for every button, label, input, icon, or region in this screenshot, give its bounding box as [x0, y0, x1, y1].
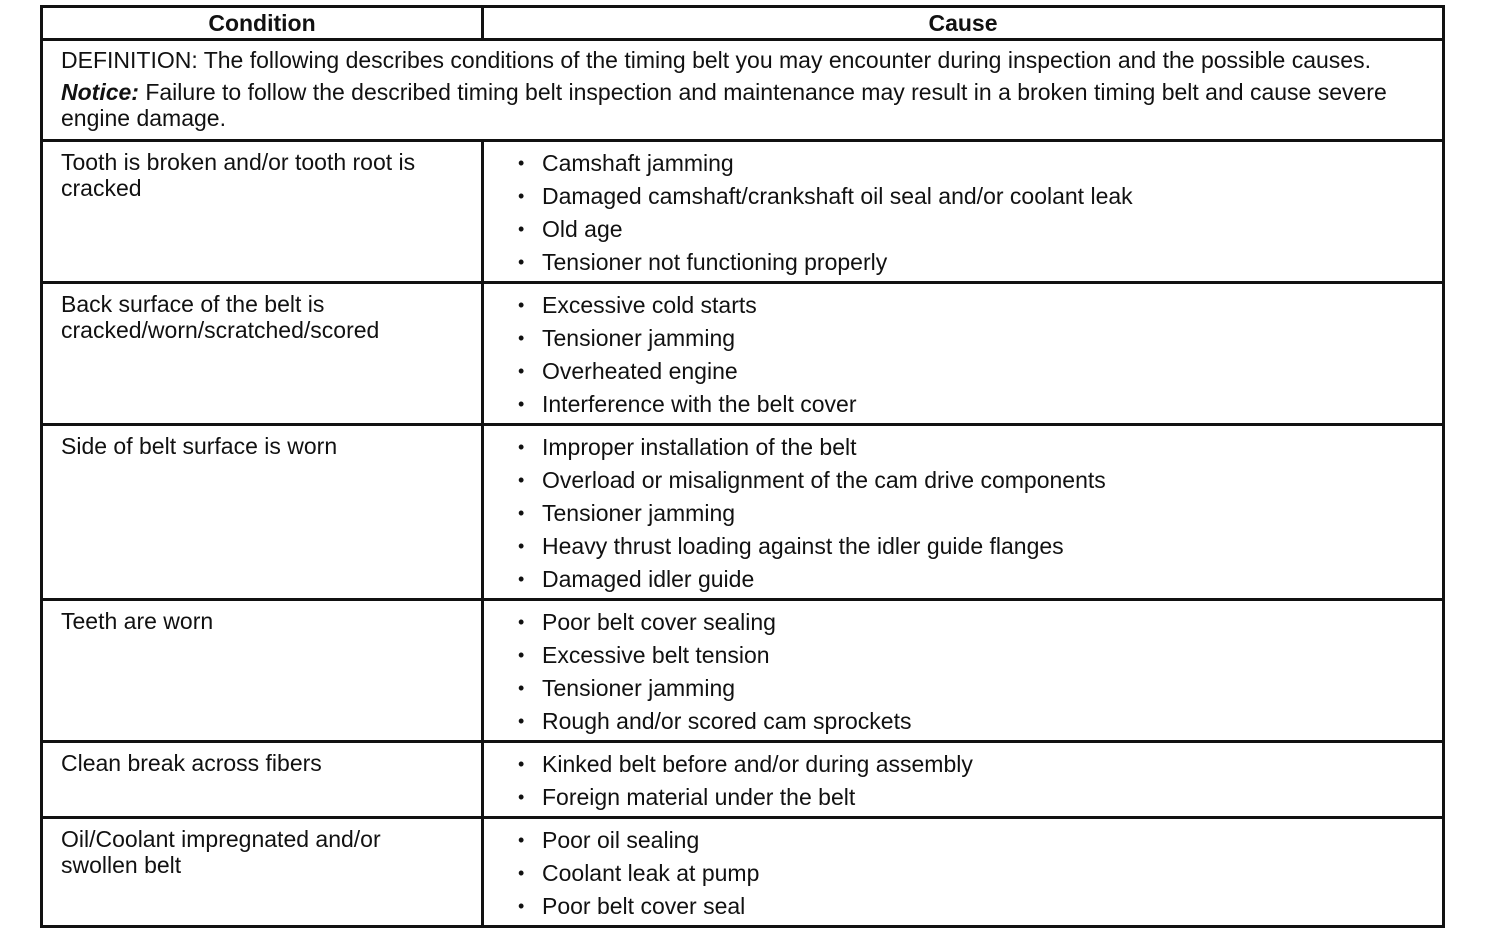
condition-cell: Tooth is broken and/or tooth root is cracked: [42, 141, 483, 283]
bullet-icon: •: [518, 328, 525, 348]
cause-text: Rough and/or scored cam sprockets: [542, 708, 912, 734]
bullet-icon: •: [518, 711, 525, 731]
cause-text: Improper installation of the belt: [542, 434, 857, 460]
list-item: [518, 497, 1432, 530]
cause-list: [518, 748, 1432, 814]
notice-label: Notice:: [61, 79, 139, 105]
cause-cell: [483, 818, 1444, 927]
definition-row: [42, 40, 1444, 141]
bullet-icon: •: [518, 219, 525, 239]
bullet-icon: •: [518, 437, 525, 457]
bullet-icon: •: [518, 186, 525, 206]
bullet-icon: •: [518, 295, 525, 315]
cause-text: Interference with the belt cover: [542, 391, 857, 417]
table-row: [42, 818, 1444, 927]
cause-text: Camshaft jamming: [542, 150, 734, 176]
cause-text: Kinked belt before and/or during assembly: [542, 751, 973, 777]
list-item: [518, 672, 1432, 705]
cause-text: Tensioner jamming: [542, 325, 736, 351]
notice-paragraph: [61, 79, 1424, 131]
cause-cell: [483, 141, 1444, 283]
cause-cell: [483, 425, 1444, 600]
list-item: [518, 705, 1432, 738]
definition-text: DEFINITION: The following describes conditions of the timing belt you may encounter during inspection and the possible causes.: [61, 47, 1371, 73]
bullet-icon: •: [518, 896, 525, 916]
cause-list: [518, 147, 1432, 279]
bullet-icon: •: [518, 569, 525, 589]
condition-cause-table: [40, 5, 1445, 928]
cause-list: [518, 431, 1432, 596]
condition-cell: Oil/Coolant impregnated and/or swollen belt: [42, 818, 483, 927]
cause-text: Damaged idler guide: [542, 566, 755, 592]
condition-cell: Side of belt surface is worn: [42, 425, 483, 600]
cause-text: Coolant leak at pump: [542, 860, 760, 886]
list-item: [518, 781, 1432, 814]
list-item: [518, 530, 1432, 563]
cause-text: Tensioner jamming: [542, 500, 736, 526]
table-header-row: [42, 7, 1444, 40]
list-item: [518, 180, 1432, 213]
bullet-icon: •: [518, 503, 525, 523]
condition-cell: Clean break across fibers: [42, 742, 483, 818]
bullet-icon: •: [518, 536, 525, 556]
list-item: [518, 246, 1432, 279]
table-row: [42, 141, 1444, 283]
notice-text: Failure to follow the described timing belt inspection and maintenance may result in a broken timing belt and cause severe engine damage.: [61, 79, 1387, 131]
list-item: [518, 355, 1432, 388]
list-item: [518, 857, 1432, 890]
list-item: [518, 563, 1432, 596]
definition-cell: [42, 40, 1444, 141]
cause-text: Old age: [542, 216, 623, 242]
cause-text: Foreign material under the belt: [542, 784, 856, 810]
bullet-icon: •: [518, 787, 525, 807]
list-item: [518, 464, 1432, 497]
cause-text: Tensioner not functioning properly: [542, 249, 888, 275]
list-item: [518, 147, 1432, 180]
cause-list: [518, 289, 1432, 421]
condition-cell: Back surface of the belt is cracked/worn/scratched/scored: [42, 283, 483, 425]
cause-text: Excessive cold starts: [542, 292, 757, 318]
list-item: [518, 748, 1432, 781]
cause-list: [518, 824, 1432, 923]
cause-text: Tensioner jamming: [542, 675, 736, 701]
cause-cell: [483, 600, 1444, 742]
troubleshooting-document: [40, 5, 1442, 928]
table-row: [42, 425, 1444, 600]
list-item: [518, 606, 1432, 639]
cause-cell: [483, 742, 1444, 818]
condition-cell: Teeth are worn: [42, 600, 483, 742]
bullet-icon: •: [518, 361, 525, 381]
bullet-icon: •: [518, 470, 525, 490]
bullet-icon: •: [518, 678, 525, 698]
cause-text: Poor belt cover sealing: [542, 609, 776, 635]
bullet-icon: •: [518, 394, 525, 414]
list-item: [518, 824, 1432, 857]
list-item: [518, 639, 1432, 672]
list-item: [518, 890, 1432, 923]
condition-column-header: Condition: [42, 7, 483, 40]
table-row: [42, 283, 1444, 425]
list-item: [518, 213, 1432, 246]
table-row: [42, 600, 1444, 742]
bullet-icon: •: [518, 830, 525, 850]
cause-cell: [483, 283, 1444, 425]
cause-text: Damaged camshaft/crankshaft oil seal and/or coolant leak: [542, 183, 1133, 209]
cause-text: Poor oil sealing: [542, 827, 700, 853]
cause-text: Heavy thrust loading against the idler guide flanges: [542, 533, 1064, 559]
cause-text: Overload or misalignment of the cam drive components: [542, 467, 1106, 493]
list-item: [518, 289, 1432, 322]
bullet-icon: •: [518, 754, 525, 774]
cause-text: Overheated engine: [542, 358, 738, 384]
list-item: [518, 322, 1432, 355]
cause-list: [518, 606, 1432, 738]
cause-text: Excessive belt tension: [542, 642, 770, 668]
cause-column-header: Cause: [483, 7, 1444, 40]
table-row: [42, 742, 1444, 818]
bullet-icon: •: [518, 612, 525, 632]
cause-text: Poor belt cover seal: [542, 893, 746, 919]
bullet-icon: •: [518, 252, 525, 272]
list-item: [518, 431, 1432, 464]
bullet-icon: •: [518, 863, 525, 883]
bullet-icon: •: [518, 645, 525, 665]
list-item: [518, 388, 1432, 421]
bullet-icon: •: [518, 153, 525, 173]
